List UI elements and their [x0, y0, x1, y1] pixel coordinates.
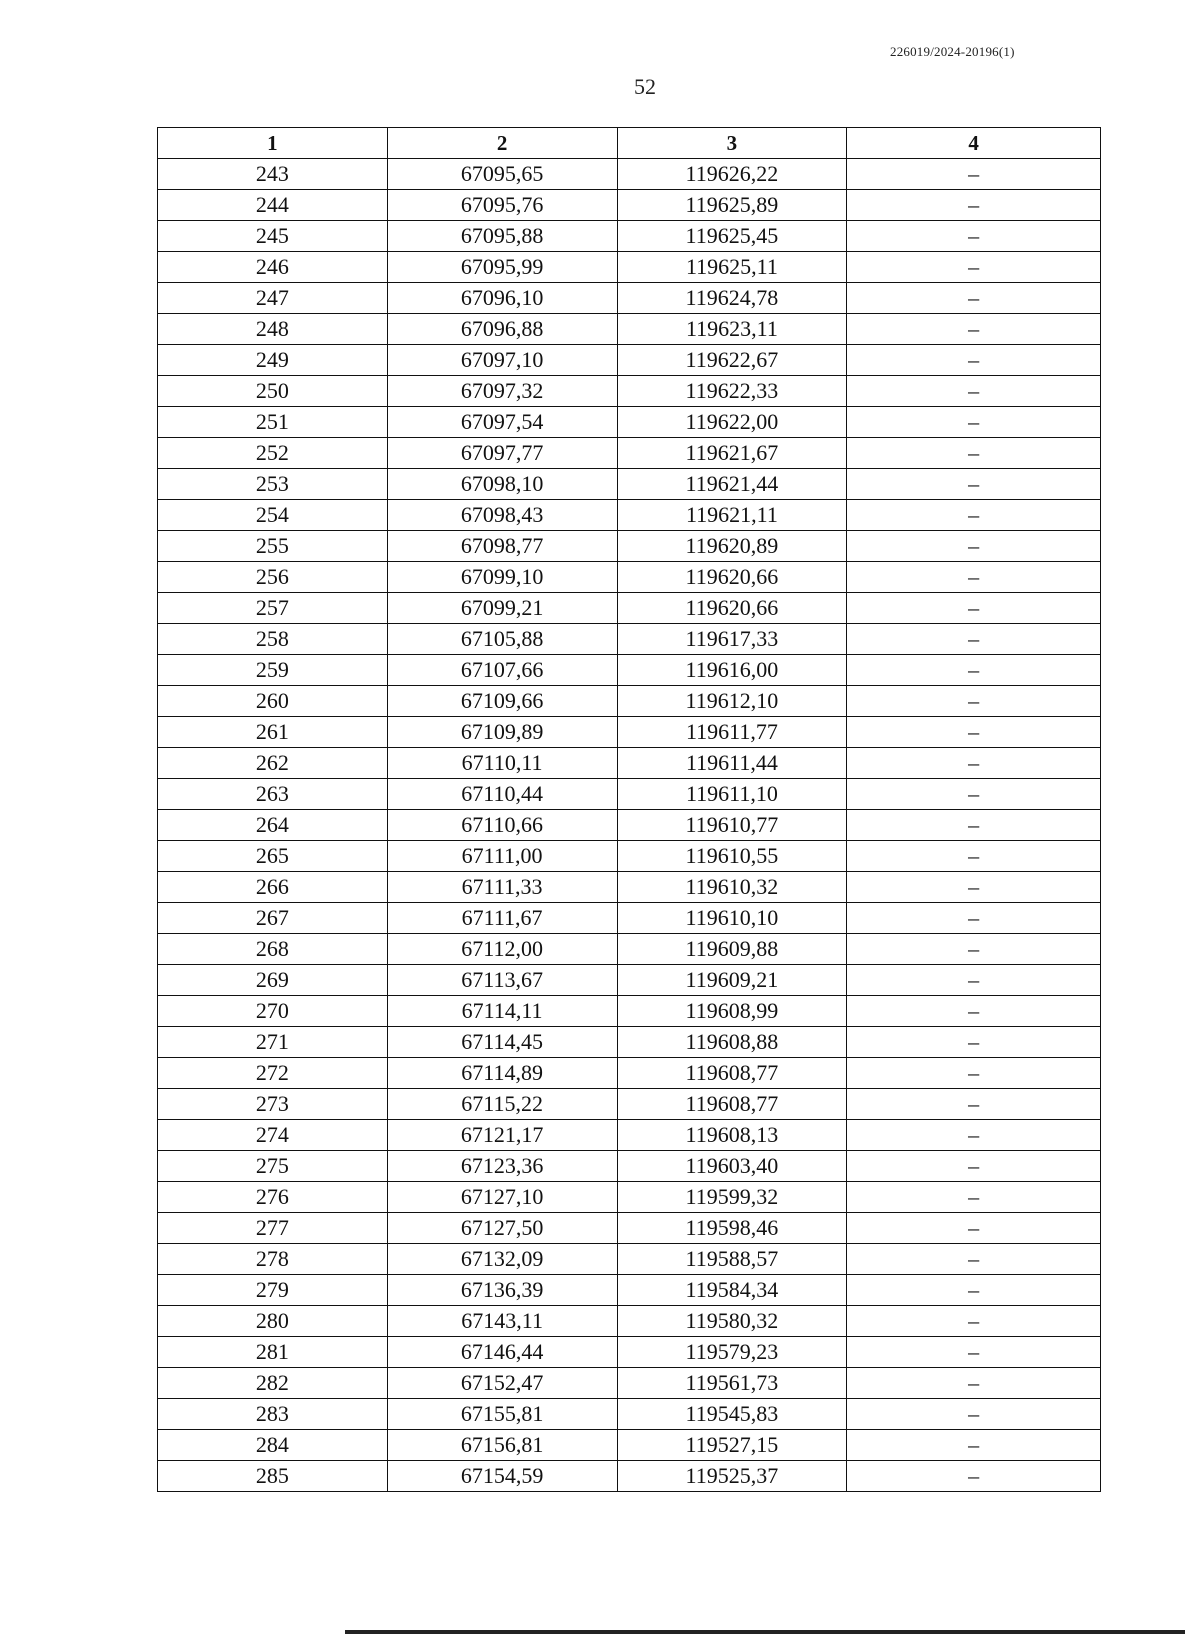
point-number-cell: 259	[158, 655, 388, 686]
table-row	[158, 1027, 1101, 1058]
note-cell: –	[847, 407, 1101, 438]
table-row	[158, 779, 1101, 810]
y-coordinate-cell: 119609,21	[617, 965, 847, 996]
x-coordinate-cell: 67121,17	[387, 1120, 617, 1151]
document-id: 226019/2024-20196(1)	[890, 44, 1015, 59]
x-coordinate-cell: 67109,66	[387, 686, 617, 717]
y-coordinate-cell: 119561,73	[617, 1368, 847, 1399]
point-number-cell: 264	[158, 810, 388, 841]
x-coordinate-cell: 67110,66	[387, 810, 617, 841]
note-cell: –	[847, 345, 1101, 376]
y-coordinate-cell: 119598,46	[617, 1213, 847, 1244]
note-cell: –	[847, 872, 1101, 903]
table-row	[158, 1306, 1101, 1337]
table-row	[158, 407, 1101, 438]
point-number-cell: 254	[158, 500, 388, 531]
note-cell: –	[847, 376, 1101, 407]
x-coordinate-cell: 67098,10	[387, 469, 617, 500]
table-header-row	[158, 128, 1101, 159]
table-row	[158, 283, 1101, 314]
y-coordinate-cell: 119621,11	[617, 500, 847, 531]
y-coordinate-cell: 119612,10	[617, 686, 847, 717]
table-row	[158, 376, 1101, 407]
y-coordinate-cell: 119608,77	[617, 1058, 847, 1089]
y-coordinate-cell: 119621,44	[617, 469, 847, 500]
y-coordinate-cell: 119622,00	[617, 407, 847, 438]
point-number-cell: 275	[158, 1151, 388, 1182]
y-coordinate-cell: 119609,88	[617, 934, 847, 965]
y-coordinate-cell: 119579,23	[617, 1337, 847, 1368]
point-number-cell: 250	[158, 376, 388, 407]
note-cell: –	[847, 1120, 1101, 1151]
table-row	[158, 655, 1101, 686]
x-coordinate-cell: 67155,81	[387, 1399, 617, 1430]
note-cell: –	[847, 1275, 1101, 1306]
table-row	[158, 996, 1101, 1027]
x-coordinate-cell: 67111,67	[387, 903, 617, 934]
table-row	[158, 345, 1101, 376]
point-number-cell: 248	[158, 314, 388, 345]
y-coordinate-cell: 119625,11	[617, 252, 847, 283]
point-number-cell: 283	[158, 1399, 388, 1430]
point-number-cell: 273	[158, 1089, 388, 1120]
point-number-cell: 253	[158, 469, 388, 500]
x-coordinate-cell: 67154,59	[387, 1461, 617, 1492]
x-coordinate-cell: 67095,99	[387, 252, 617, 283]
note-cell: –	[847, 1337, 1101, 1368]
y-coordinate-cell: 119525,37	[617, 1461, 847, 1492]
point-number-cell: 255	[158, 531, 388, 562]
y-coordinate-cell: 119610,55	[617, 841, 847, 872]
note-cell: –	[847, 748, 1101, 779]
table-row	[158, 934, 1101, 965]
x-coordinate-cell: 67099,21	[387, 593, 617, 624]
point-number-cell: 251	[158, 407, 388, 438]
y-coordinate-cell: 119622,33	[617, 376, 847, 407]
x-coordinate-cell: 67105,88	[387, 624, 617, 655]
y-coordinate-cell: 119588,57	[617, 1244, 847, 1275]
note-cell: –	[847, 686, 1101, 717]
y-coordinate-cell: 119617,33	[617, 624, 847, 655]
note-cell: –	[847, 1368, 1101, 1399]
note-cell: –	[847, 717, 1101, 748]
point-number-cell: 246	[158, 252, 388, 283]
table-row	[158, 159, 1101, 190]
table-row	[158, 1213, 1101, 1244]
point-number-cell: 270	[158, 996, 388, 1027]
table-row	[158, 1275, 1101, 1306]
x-coordinate-cell: 67097,10	[387, 345, 617, 376]
table-row	[158, 469, 1101, 500]
y-coordinate-cell: 119620,89	[617, 531, 847, 562]
note-cell: –	[847, 655, 1101, 686]
point-number-cell: 269	[158, 965, 388, 996]
table-row	[158, 1430, 1101, 1461]
y-coordinate-cell: 119616,00	[617, 655, 847, 686]
point-number-cell: 260	[158, 686, 388, 717]
note-cell: –	[847, 810, 1101, 841]
y-coordinate-cell: 119545,83	[617, 1399, 847, 1430]
note-cell: –	[847, 562, 1101, 593]
y-coordinate-cell: 119608,99	[617, 996, 847, 1027]
x-coordinate-cell: 67109,89	[387, 717, 617, 748]
point-number-cell: 268	[158, 934, 388, 965]
x-coordinate-cell: 67132,09	[387, 1244, 617, 1275]
coordinates-table	[157, 127, 1101, 1492]
table-row	[158, 562, 1101, 593]
note-cell: –	[847, 1151, 1101, 1182]
x-coordinate-cell: 67111,00	[387, 841, 617, 872]
point-number-cell: 245	[158, 221, 388, 252]
x-coordinate-cell: 67095,76	[387, 190, 617, 221]
table-row	[158, 686, 1101, 717]
point-number-cell: 279	[158, 1275, 388, 1306]
note-cell: –	[847, 1461, 1101, 1492]
note-cell: –	[847, 1399, 1101, 1430]
x-coordinate-cell: 67096,10	[387, 283, 617, 314]
table-row	[158, 593, 1101, 624]
table-row	[158, 1151, 1101, 1182]
y-coordinate-cell: 119603,40	[617, 1151, 847, 1182]
table-row	[158, 221, 1101, 252]
table-row	[158, 624, 1101, 655]
point-number-cell: 262	[158, 748, 388, 779]
table-row	[158, 190, 1101, 221]
x-coordinate-cell: 67098,43	[387, 500, 617, 531]
table-body	[158, 159, 1101, 1492]
x-coordinate-cell: 67113,67	[387, 965, 617, 996]
table-row	[158, 965, 1101, 996]
x-coordinate-cell: 67136,39	[387, 1275, 617, 1306]
column-header-3: 3	[617, 128, 847, 159]
point-number-cell: 278	[158, 1244, 388, 1275]
x-coordinate-cell: 67097,32	[387, 376, 617, 407]
table-row	[158, 872, 1101, 903]
column-header-2: 2	[387, 128, 617, 159]
y-coordinate-cell: 119624,78	[617, 283, 847, 314]
y-coordinate-cell: 119622,67	[617, 345, 847, 376]
x-coordinate-cell: 67127,50	[387, 1213, 617, 1244]
point-number-cell: 274	[158, 1120, 388, 1151]
note-cell: –	[847, 221, 1101, 252]
note-cell: –	[847, 1213, 1101, 1244]
note-cell: –	[847, 1182, 1101, 1213]
x-coordinate-cell: 67152,47	[387, 1368, 617, 1399]
point-number-cell: 282	[158, 1368, 388, 1399]
table-row	[158, 500, 1101, 531]
note-cell: –	[847, 314, 1101, 345]
note-cell: –	[847, 1058, 1101, 1089]
y-coordinate-cell: 119625,45	[617, 221, 847, 252]
note-cell: –	[847, 469, 1101, 500]
bottom-edge-rule	[345, 1630, 1185, 1634]
table-row	[158, 438, 1101, 469]
note-cell: –	[847, 841, 1101, 872]
x-coordinate-cell: 67110,44	[387, 779, 617, 810]
y-coordinate-cell: 119608,13	[617, 1120, 847, 1151]
table-row	[158, 1058, 1101, 1089]
column-header-4: 4	[847, 128, 1101, 159]
y-coordinate-cell: 119610,32	[617, 872, 847, 903]
point-number-cell: 281	[158, 1337, 388, 1368]
x-coordinate-cell: 67114,45	[387, 1027, 617, 1058]
point-number-cell: 272	[158, 1058, 388, 1089]
point-number-cell: 243	[158, 159, 388, 190]
point-number-cell: 280	[158, 1306, 388, 1337]
point-number-cell: 249	[158, 345, 388, 376]
table-row	[158, 1244, 1101, 1275]
table-row	[158, 748, 1101, 779]
x-coordinate-cell: 67097,54	[387, 407, 617, 438]
table-row	[158, 314, 1101, 345]
x-coordinate-cell: 67110,11	[387, 748, 617, 779]
y-coordinate-cell: 119580,32	[617, 1306, 847, 1337]
y-coordinate-cell: 119625,89	[617, 190, 847, 221]
note-cell: –	[847, 1244, 1101, 1275]
point-number-cell: 252	[158, 438, 388, 469]
x-coordinate-cell: 67107,66	[387, 655, 617, 686]
table-row	[158, 903, 1101, 934]
point-number-cell: 258	[158, 624, 388, 655]
table-row	[158, 1399, 1101, 1430]
y-coordinate-cell: 119610,10	[617, 903, 847, 934]
note-cell: –	[847, 1306, 1101, 1337]
x-coordinate-cell: 67095,65	[387, 159, 617, 190]
x-coordinate-cell: 67127,10	[387, 1182, 617, 1213]
x-coordinate-cell: 67099,10	[387, 562, 617, 593]
note-cell: –	[847, 779, 1101, 810]
table-row	[158, 1120, 1101, 1151]
x-coordinate-cell: 67143,11	[387, 1306, 617, 1337]
note-cell: –	[847, 190, 1101, 221]
point-number-cell: 263	[158, 779, 388, 810]
note-cell: –	[847, 593, 1101, 624]
y-coordinate-cell: 119527,15	[617, 1430, 847, 1461]
table-row	[158, 841, 1101, 872]
point-number-cell: 277	[158, 1213, 388, 1244]
table-row	[158, 1368, 1101, 1399]
table-row	[158, 717, 1101, 748]
y-coordinate-cell: 119626,22	[617, 159, 847, 190]
note-cell: –	[847, 500, 1101, 531]
table-row	[158, 1337, 1101, 1368]
y-coordinate-cell: 119621,67	[617, 438, 847, 469]
table-row	[158, 531, 1101, 562]
point-number-cell: 267	[158, 903, 388, 934]
table-row	[158, 1182, 1101, 1213]
point-number-cell: 276	[158, 1182, 388, 1213]
point-number-cell: 261	[158, 717, 388, 748]
page-number: 52	[634, 74, 656, 99]
note-cell: –	[847, 903, 1101, 934]
note-cell: –	[847, 965, 1101, 996]
note-cell: –	[847, 252, 1101, 283]
x-coordinate-cell: 67115,22	[387, 1089, 617, 1120]
x-coordinate-cell: 67095,88	[387, 221, 617, 252]
y-coordinate-cell: 119611,10	[617, 779, 847, 810]
table-row	[158, 1089, 1101, 1120]
y-coordinate-cell: 119584,34	[617, 1275, 847, 1306]
y-coordinate-cell: 119611,44	[617, 748, 847, 779]
y-coordinate-cell: 119608,88	[617, 1027, 847, 1058]
note-cell: –	[847, 934, 1101, 965]
x-coordinate-cell: 67098,77	[387, 531, 617, 562]
x-coordinate-cell: 67146,44	[387, 1337, 617, 1368]
point-number-cell: 266	[158, 872, 388, 903]
note-cell: –	[847, 1430, 1101, 1461]
point-number-cell: 244	[158, 190, 388, 221]
point-number-cell: 284	[158, 1430, 388, 1461]
x-coordinate-cell: 67097,77	[387, 438, 617, 469]
x-coordinate-cell: 67123,36	[387, 1151, 617, 1182]
point-number-cell: 247	[158, 283, 388, 314]
note-cell: –	[847, 438, 1101, 469]
x-coordinate-cell: 67156,81	[387, 1430, 617, 1461]
x-coordinate-cell: 67111,33	[387, 872, 617, 903]
y-coordinate-cell: 119623,11	[617, 314, 847, 345]
point-number-cell: 256	[158, 562, 388, 593]
x-coordinate-cell: 67096,88	[387, 314, 617, 345]
y-coordinate-cell: 119610,77	[617, 810, 847, 841]
note-cell: –	[847, 1027, 1101, 1058]
x-coordinate-cell: 67114,89	[387, 1058, 617, 1089]
x-coordinate-cell: 67114,11	[387, 996, 617, 1027]
y-coordinate-cell: 119608,77	[617, 1089, 847, 1120]
note-cell: –	[847, 996, 1101, 1027]
note-cell: –	[847, 1089, 1101, 1120]
x-coordinate-cell: 67112,00	[387, 934, 617, 965]
note-cell: –	[847, 159, 1101, 190]
table-row	[158, 810, 1101, 841]
note-cell: –	[847, 531, 1101, 562]
y-coordinate-cell: 119620,66	[617, 562, 847, 593]
note-cell: –	[847, 624, 1101, 655]
table-row	[158, 1461, 1101, 1492]
y-coordinate-cell: 119599,32	[617, 1182, 847, 1213]
table-row	[158, 252, 1101, 283]
note-cell: –	[847, 283, 1101, 314]
point-number-cell: 271	[158, 1027, 388, 1058]
point-number-cell: 265	[158, 841, 388, 872]
y-coordinate-cell: 119620,66	[617, 593, 847, 624]
point-number-cell: 257	[158, 593, 388, 624]
column-header-1: 1	[158, 128, 388, 159]
y-coordinate-cell: 119611,77	[617, 717, 847, 748]
point-number-cell: 285	[158, 1461, 388, 1492]
